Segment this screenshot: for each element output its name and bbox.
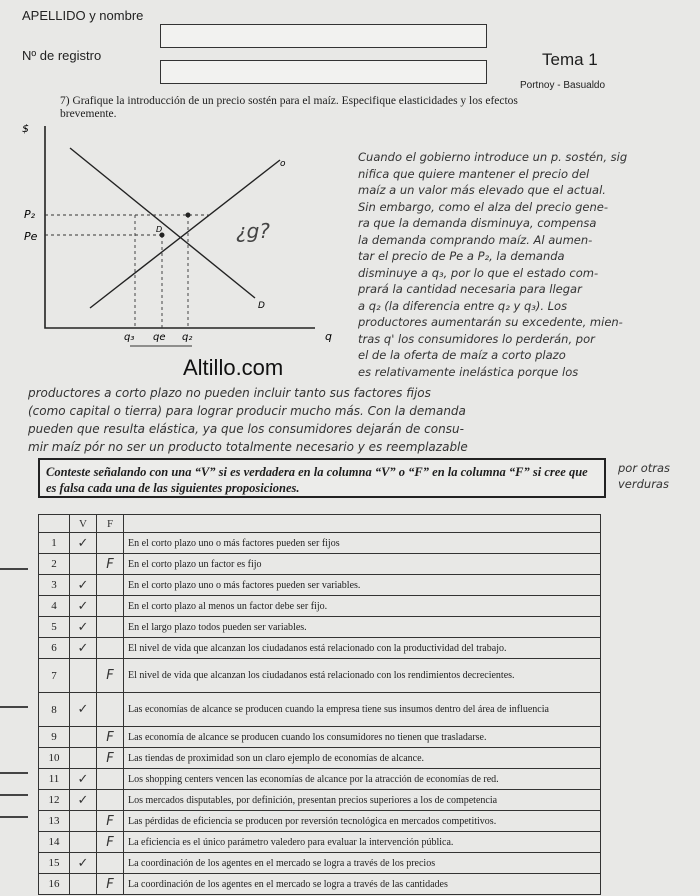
surname-label: APELLIDO y nombre — [22, 8, 144, 23]
statement-text: Las economías de alcance se producen cuando la empresa tiene sus insumos dentro del área de influencia — [124, 693, 601, 727]
statement-text: Las economía de alcance se producen cuando los consumidores no tienen que trasladarse. — [124, 727, 601, 748]
row-number: 11 — [39, 769, 70, 790]
d-point-label: D — [156, 225, 163, 234]
table-row — [39, 596, 601, 617]
q3-label: q₃ — [124, 332, 135, 343]
demand-label: D — [258, 301, 265, 311]
margin-mark — [0, 706, 28, 708]
table-row — [39, 533, 601, 554]
statement-text: Las pérdidas de eficiencia se producen por reversión tecnológica en mercados competitivos. — [124, 811, 601, 832]
instructions-box: Conteste señalando con una “V” si es verdadera en la columna “V” o “F” en la columna “F” si cree que es falsa cada una de las siguientes proposiciones. — [38, 458, 606, 498]
surname-field[interactable] — [160, 24, 487, 48]
answer-line: tras q' los consumidores lo perderán, por — [358, 331, 595, 346]
question-mark-note: ¿g? — [236, 219, 270, 243]
watermark: Altillo.com — [183, 355, 284, 380]
answer-full-width — [28, 386, 668, 458]
answer-line: Cuando el gobierno introduce un p. sostén, sig — [358, 150, 628, 164]
row-number: 14 — [39, 832, 70, 853]
offer-label: o — [280, 159, 286, 169]
true-checkbox[interactable]: ✓ — [70, 769, 97, 790]
header-f: F — [97, 515, 124, 533]
true-checkbox[interactable]: ✓ — [70, 617, 97, 638]
answer-line: ra que la demanda disminuya, compensa — [358, 216, 597, 230]
table-row — [39, 575, 601, 596]
false-checkbox[interactable] — [97, 853, 124, 874]
false-checkbox[interactable]: F — [97, 554, 124, 575]
header-num-cell — [39, 515, 70, 533]
side-note-line: verduras — [618, 477, 669, 491]
table-header-row — [39, 515, 601, 533]
statement-text: En el corto plazo al menos un factor debe ser fijo. — [124, 596, 601, 617]
side-note-line: por otras — [618, 461, 671, 475]
row-number: 6 — [39, 638, 70, 659]
false-checkbox[interactable] — [97, 617, 124, 638]
statement-text: La eficiencia es el único parámetro valedero para evaluar la intervención pública. — [124, 832, 601, 853]
q2-label: q₂ — [182, 332, 193, 343]
pe-label: Pe — [24, 230, 38, 243]
answer-line: disminuye a q₃, por lo que el estado com- — [358, 265, 599, 280]
table-row — [39, 811, 601, 832]
topic-title: Tema 1 — [542, 50, 598, 69]
graph-axes — [45, 126, 315, 328]
false-checkbox[interactable]: F — [97, 727, 124, 748]
false-checkbox[interactable] — [97, 533, 124, 554]
answer-side-note — [618, 460, 670, 492]
true-checkbox[interactable]: ✓ — [70, 638, 97, 659]
statement-text: El nivel de vida que alcanzan los ciudadanos está relacionado con los rendimientos decrecientes. — [124, 659, 601, 693]
false-checkbox[interactable]: F — [97, 748, 124, 769]
statement-text: Los shopping centers vencen las economías de alcance por la atracción de economías de red. — [124, 769, 601, 790]
answer-line: la demanda comprando maíz. Al aumen- — [358, 232, 593, 247]
statement-text: En el corto plazo uno o más factores pueden ser variables. — [124, 575, 601, 596]
true-checkbox[interactable]: ✓ — [70, 853, 97, 874]
answer-line: prará la cantidad necesaria para llegar — [358, 282, 582, 296]
header-v: V — [70, 515, 97, 533]
registry-field[interactable] — [160, 60, 487, 84]
true-checkbox[interactable] — [70, 832, 97, 853]
table-row — [39, 693, 601, 727]
table-row — [39, 659, 601, 693]
table-row — [39, 874, 601, 895]
x-axis-label: q — [325, 330, 332, 343]
margin-mark — [0, 816, 28, 818]
question-line: brevemente. — [60, 108, 117, 120]
table-row — [39, 790, 601, 811]
false-checkbox[interactable]: F — [97, 811, 124, 832]
true-checkbox[interactable] — [70, 727, 97, 748]
answer-line: productores aumentarán su excedente, mien- — [358, 315, 623, 329]
margin-mark — [0, 568, 28, 570]
registry-label: Nº de registro — [22, 48, 102, 63]
statement-text: En el corto plazo uno o más factores pueden ser fijos — [124, 533, 601, 554]
table-row — [39, 727, 601, 748]
table-row — [39, 617, 601, 638]
question-line: 7) Grafique la introducción de un precio sostén para el maíz. Especifique elasticidades y los efectos — [60, 95, 518, 107]
row-number: 10 — [39, 748, 70, 769]
false-checkbox[interactable] — [97, 769, 124, 790]
row-number: 8 — [39, 693, 70, 727]
answer-line: nifica que quiere mantener el precio del — [358, 166, 590, 181]
p2-label: P₂ — [24, 208, 36, 221]
table-row — [39, 554, 601, 575]
statement-text: El nivel de vida que alcanzan los ciudadanos está relacionado con la productividad del trabajo. — [124, 638, 601, 659]
true-checkbox[interactable] — [70, 554, 97, 575]
true-checkbox[interactable]: ✓ — [70, 790, 97, 811]
true-checkbox[interactable] — [70, 659, 97, 693]
qe-label: qe — [153, 332, 166, 343]
table-row — [39, 853, 601, 874]
row-number: 15 — [39, 853, 70, 874]
false-checkbox[interactable]: F — [97, 874, 124, 895]
answer-line: pueden que resulta elástica, ya que los consumidores dejarán de consu- — [28, 422, 464, 436]
true-checkbox[interactable] — [70, 748, 97, 769]
answer-line: a q₂ (la diferencia entre q₂ y q₃). Los — [358, 298, 568, 313]
true-checkbox[interactable]: ✓ — [70, 533, 97, 554]
statement-text: Las tiendas de proximidad son un claro ejemplo de economías de alcance. — [124, 748, 601, 769]
true-checkbox[interactable]: ✓ — [70, 693, 97, 727]
support-price-graph — [10, 118, 340, 358]
answer-line: es relativamente inelástica porque los — [358, 364, 579, 379]
row-number: 2 — [39, 554, 70, 575]
true-false-table — [38, 514, 601, 895]
margin-mark — [0, 772, 28, 774]
table-row — [39, 769, 601, 790]
row-number: 1 — [39, 533, 70, 554]
statement-text: La coordinación de los agentes en el mercado se logra a través de los precios — [124, 853, 601, 874]
false-checkbox[interactable] — [97, 575, 124, 596]
authors: Portnoy - Basualdo — [520, 80, 606, 91]
true-checkbox[interactable]: ✓ — [70, 575, 97, 596]
answer-right-column — [358, 150, 698, 390]
row-number: 16 — [39, 874, 70, 895]
statement-text: Los mercados disputables, por definición, presentan precios superiores a los de competencia — [124, 790, 601, 811]
answer-line: mir maíz pór no ser un producto totalmente necesario y es reemplazable — [28, 440, 468, 454]
row-number: 5 — [39, 617, 70, 638]
statement-text: En el largo plazo todos pueden ser variables. — [124, 617, 601, 638]
answer-line: Sin embargo, como el alza del precio gene- — [358, 199, 609, 214]
false-checkbox[interactable]: F — [97, 659, 124, 693]
false-checkbox[interactable] — [97, 638, 124, 659]
false-checkbox[interactable] — [97, 693, 124, 727]
row-number: 3 — [39, 575, 70, 596]
answer-line: (como capital o tierra) para lograr producir mucho más. Con la demanda — [28, 404, 466, 418]
answer-line: tar el precio de Pe a P₂, la demanda — [358, 249, 565, 263]
row-number: 7 — [39, 659, 70, 693]
true-checkbox[interactable]: ✓ — [70, 596, 97, 617]
false-checkbox[interactable] — [97, 596, 124, 617]
row-number: 4 — [39, 596, 70, 617]
table-row — [39, 638, 601, 659]
row-number: 12 — [39, 790, 70, 811]
support-point — [186, 213, 191, 218]
false-checkbox[interactable]: F — [97, 832, 124, 853]
row-number: 9 — [39, 727, 70, 748]
y-axis-label: $ — [22, 122, 29, 135]
true-checkbox[interactable] — [70, 811, 97, 832]
row-number: 13 — [39, 811, 70, 832]
statement-text: En el corto plazo un factor es fijo — [124, 554, 601, 575]
statement-text: La coordinación de los agentes en el mercado se logra a través de las cantidades — [124, 874, 601, 895]
table-row — [39, 832, 601, 853]
false-checkbox[interactable] — [97, 790, 124, 811]
table-row — [39, 748, 601, 769]
answer-line: productores a corto plazo no pueden incluir tanto sus factores fijos — [28, 386, 431, 400]
margin-mark — [0, 794, 28, 796]
answer-line: el de la oferta de maíz a corto plazo — [358, 348, 566, 362]
header-text-cell — [124, 515, 601, 533]
true-checkbox[interactable] — [70, 874, 97, 895]
demand-curve — [70, 148, 255, 298]
answer-line: maíz a un valor más elevado que el actual. — [358, 183, 606, 197]
